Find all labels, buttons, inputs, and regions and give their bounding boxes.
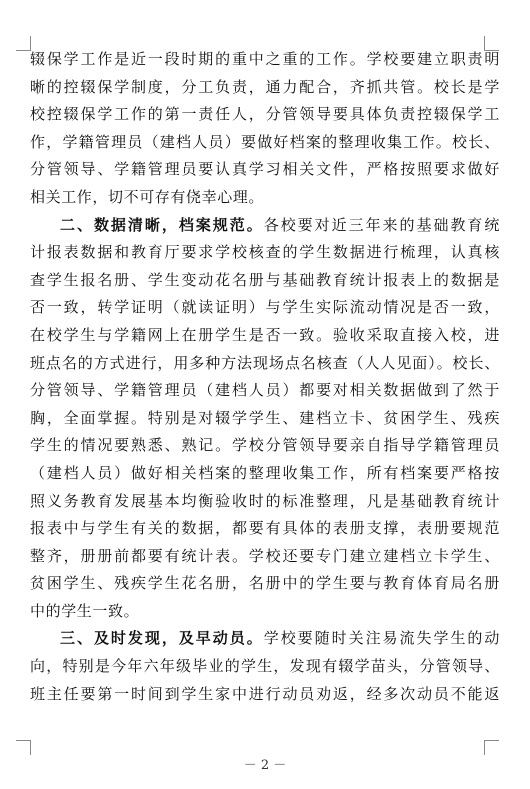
paragraph-2 xyxy=(30,212,500,626)
crop-mark-bottom-right xyxy=(484,740,499,755)
text-line: 报表中与学生有关的数据，都要有具体的表册支撑，表册要规范 xyxy=(30,519,500,538)
section-heading: 三、及时发现，及早动员。 xyxy=(60,629,264,648)
text-line: 分管领导、学籍管理员要认真学习相关文件，严格按照要求做好 xyxy=(30,160,500,179)
text-line: 胸，全面掌握。特别是对辍学学生、建档立卡、贫困学生、残疾 xyxy=(30,408,500,427)
text-line: 向，特别是今年六年级毕业的学生，发现有辍学苗头，分管领导、 xyxy=(30,657,500,676)
text-run: 学校要随时关注易流失学生的动 xyxy=(263,629,501,648)
page-number: － 2 － xyxy=(243,758,287,773)
text-line: 分管领导、学籍管理员（建档人员）都要对相关数据做到了然于 xyxy=(30,381,500,400)
text-line: 照义务教育发展基本均衡验收时的标准整理，凡是基础教育统计 xyxy=(30,491,500,510)
text-line: 中的学生一致。 xyxy=(30,601,140,620)
text-line: 贫困学生、残疾学生花名册，名册中的学生要与教育体育局名册 xyxy=(30,574,500,593)
text-line: 校控辍保学工作的第一责任人，分管领导要具体负责控辍保学工 xyxy=(30,105,500,124)
section-heading: 二、数据清晰，档案规范。 xyxy=(60,215,264,234)
text-line: 学生的情况要熟悉、熟记。学校分管领导要亲自指导学籍管理员 xyxy=(30,436,500,455)
text-line: 班点名的方式进行，用多种方法现场点名核查（人人见面）。校长、 xyxy=(30,353,500,372)
text-line: 在校学生与学籍网上在册学生是否一致。验收采取直接入校，进 xyxy=(30,325,500,344)
paragraph-1 xyxy=(30,46,500,212)
document-body xyxy=(30,46,500,708)
text-run: 各校要对近三年来的基础教育统 xyxy=(263,215,501,234)
text-line xyxy=(30,212,500,240)
text-line: 辍保学工作是近一段时期的重中之重的工作。学校要建立职责明 xyxy=(30,50,500,68)
text-line: 班主任要第一时间到学生家中进行动员劝返，经多次动员不能返 xyxy=(30,684,500,703)
crop-mark-bottom-left xyxy=(16,740,31,755)
text-line: （建档人员）做好相关档案的整理收集工作，所有档案要严格按 xyxy=(30,463,500,482)
text-line: 整齐，册册前都要有统计表。学校还要专门建立建档立卡学生、 xyxy=(30,546,500,565)
text-line: 否一致，转学证明（就读证明）与学生实际流动情况是否一致， xyxy=(30,298,500,317)
text-line xyxy=(30,625,500,653)
text-line: 作，学籍管理员（建档人员）要做好档案的整理收集工作。校长、 xyxy=(30,132,500,151)
text-line: 晰的控辍保学制度，分工负责，通力配合，齐抓共管。校长是学 xyxy=(30,77,500,96)
paragraph-3 xyxy=(30,625,500,708)
text-line: 计报表数据和教育厅要求学校核查的学生数据进行梳理，认真核 xyxy=(30,243,500,262)
text-line: 查学生报名册、学生变动花名册与基础教育统计报表上的数据是 xyxy=(30,270,500,289)
crop-mark-top-left xyxy=(16,36,31,51)
text-line: 相关工作，切不可存有侥幸心理。 xyxy=(30,187,265,206)
